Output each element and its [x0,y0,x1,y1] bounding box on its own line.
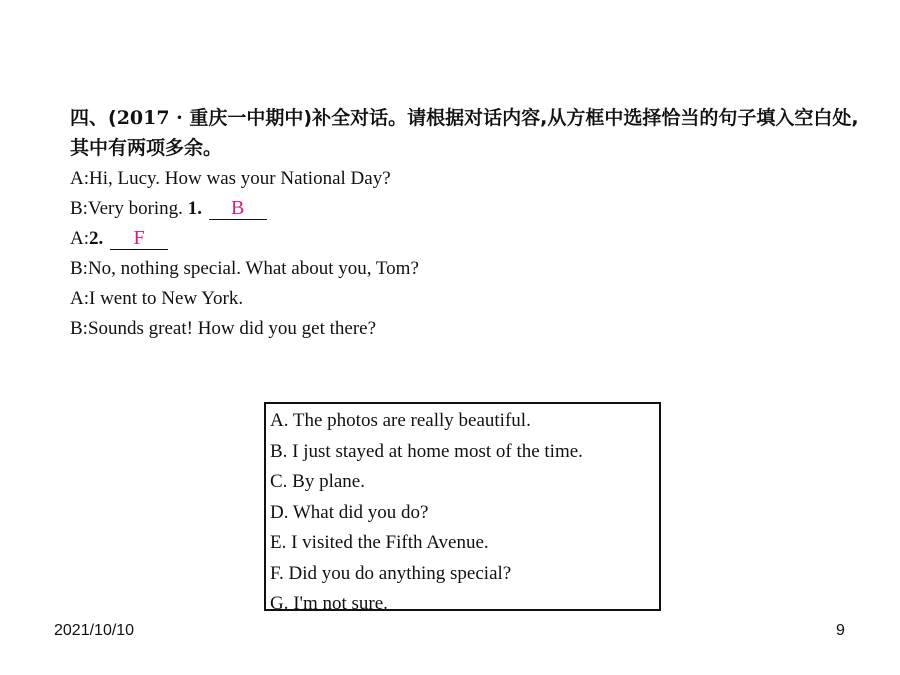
answer-blank-1[interactable] [209,198,267,220]
dialog-block [70,164,419,344]
option-item: G. I'm not sure. [270,593,388,614]
speaker-label: B: [70,318,88,339]
speaker-label: B: [70,258,88,279]
dialog-text: I went to New York. [89,288,244,309]
answer-text: F [133,227,145,249]
dialog-line [70,224,419,254]
blank-number: 2. [89,228,104,249]
option-item: F. Did you do anything special? [270,562,512,584]
option-item: C. By plane. [270,471,365,492]
speaker-label: B: [70,198,88,219]
dialog-line [70,314,419,344]
dialog-line [70,164,419,194]
footer-date: 2021/10/10 [54,622,135,639]
option-item: B. I just stayed at home most of the time. [270,440,583,462]
speaker-label: A: [70,168,89,189]
dialog-text: Sounds great! How did you get there? [87,318,377,339]
options-box [264,402,661,614]
speaker-label: A: [70,228,89,249]
question-source: 2017 · 重庆一中期中 [116,107,304,129]
heading-prefix: 四、( [70,107,117,129]
dialog-text: Hi, Lucy. How was your National Day? [89,168,391,189]
dialog-line [70,194,419,224]
question-heading [70,103,870,163]
dialog-text: No, nothing special. What about you, Tom? [87,258,419,279]
option-item: E. I visited the Fifth Avenue. [270,532,489,553]
answer-blank-2[interactable] [110,228,168,250]
blank-number: 1. [187,198,202,219]
option-item: D. What did you do? [270,501,429,523]
speaker-label: A: [70,288,89,309]
option-item: A. The photos are really beautiful. [270,410,531,431]
heading-instructions: )补全对话。请根据对话内容,从方框中选择恰当的句子填入空白处,其中有两项多余。 [70,107,859,159]
dialog-text: Very boring. [87,198,188,219]
dialog-line [70,284,419,314]
page-number: 9 [836,622,845,639]
dialog-line [70,254,419,284]
answer-text: B [231,197,245,219]
